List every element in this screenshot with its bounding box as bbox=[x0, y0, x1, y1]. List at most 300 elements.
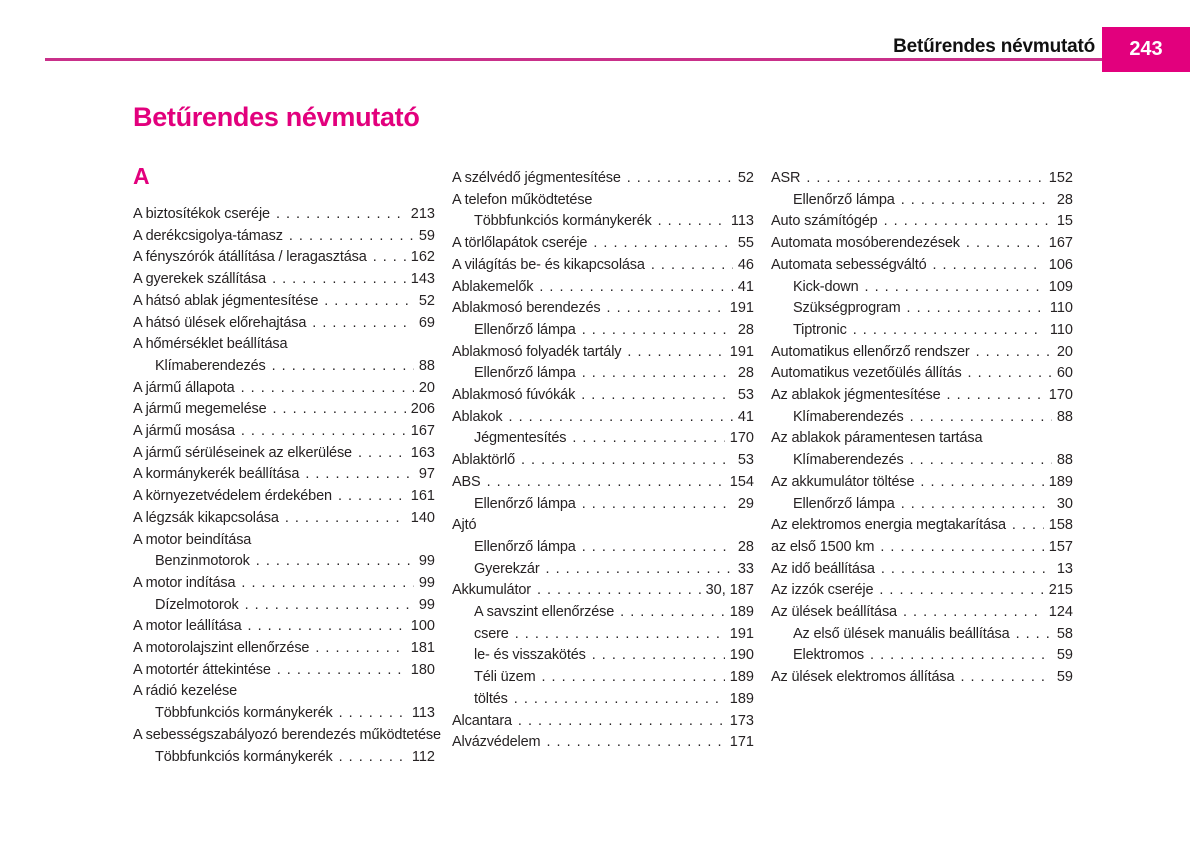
entry-page-number: 158 bbox=[1048, 517, 1073, 534]
index-entry bbox=[133, 378, 435, 400]
entry-label: Többfunkciós kormánykerék bbox=[474, 213, 652, 230]
index-entry bbox=[133, 616, 435, 638]
entry-label: Automata sebességváltó bbox=[771, 256, 927, 273]
entry-page-number: 97 bbox=[418, 466, 435, 483]
dot-leader bbox=[277, 660, 406, 682]
index-entry bbox=[452, 711, 754, 733]
entry-label: A motorolajszint ellenőrzése bbox=[133, 640, 310, 657]
index-entry bbox=[771, 168, 1073, 190]
header-rule bbox=[45, 58, 1102, 61]
entry-page-number: 52 bbox=[737, 170, 754, 186]
entry-page-number: 59 bbox=[1056, 647, 1073, 664]
entry-page-number: 154 bbox=[729, 473, 754, 490]
dot-leader bbox=[285, 508, 406, 530]
entry-label: A savszint ellenőrzése bbox=[474, 604, 615, 621]
index-entry bbox=[452, 515, 754, 537]
entry-page-number: 213 bbox=[410, 206, 435, 222]
index-entry bbox=[771, 255, 1073, 277]
dot-leader bbox=[339, 703, 407, 725]
entry-label: A világítás be- és kikapcsolása bbox=[452, 256, 645, 273]
index-entry bbox=[452, 450, 754, 472]
entry-label: Akkumulátor bbox=[452, 582, 531, 599]
dot-leader bbox=[627, 342, 724, 364]
entry-page-number: 52 bbox=[418, 292, 435, 309]
entry-page-number: 30 bbox=[1056, 495, 1073, 512]
entry-label: A kormánykerék beállítása bbox=[133, 466, 300, 483]
entry-page-number: 41 bbox=[737, 408, 754, 425]
index-entry bbox=[133, 530, 435, 552]
dot-leader bbox=[276, 204, 406, 226]
entry-label: Többfunkciós kormánykerék bbox=[155, 748, 333, 765]
entry-page-number: 190 bbox=[729, 647, 754, 664]
dot-leader bbox=[966, 233, 1044, 255]
dot-leader bbox=[593, 233, 733, 255]
index-entry bbox=[771, 342, 1073, 364]
index-entry bbox=[452, 494, 754, 516]
dot-leader bbox=[620, 602, 725, 624]
entry-label: Automatikus ellenőrző rendszer bbox=[771, 343, 970, 360]
running-header bbox=[0, 0, 1200, 72]
entry-label: ABS bbox=[452, 473, 481, 490]
entry-page-number: 20 bbox=[1056, 343, 1073, 360]
index-entry bbox=[133, 551, 435, 573]
entry-label: Alcantara bbox=[452, 712, 512, 729]
entry-page-number: 60 bbox=[1056, 365, 1073, 382]
index-entry bbox=[771, 277, 1073, 299]
dot-leader bbox=[546, 732, 724, 754]
dot-leader bbox=[358, 443, 406, 465]
entry-page-number: 59 bbox=[1056, 669, 1073, 686]
entry-page-number: 110 bbox=[1049, 321, 1073, 338]
dot-leader bbox=[305, 464, 414, 486]
entry-label: Ellenőrző lámpa bbox=[793, 495, 895, 512]
dot-leader bbox=[853, 320, 1045, 342]
entry-label: Ablaktörlő bbox=[452, 452, 515, 469]
entry-page-number: 167 bbox=[410, 423, 435, 440]
index-entry bbox=[133, 226, 435, 248]
entry-label: ASR bbox=[771, 170, 801, 186]
entry-page-number: 189 bbox=[1048, 473, 1073, 490]
index-entry bbox=[771, 428, 1073, 450]
dot-leader bbox=[241, 378, 414, 400]
entry-label: Kick-down bbox=[793, 278, 859, 295]
index-entry bbox=[133, 638, 435, 660]
entry-page-number: 100 bbox=[410, 618, 435, 635]
dot-leader bbox=[907, 298, 1045, 320]
index-entry bbox=[133, 660, 435, 682]
index-entry bbox=[452, 559, 754, 581]
entry-page-number: 15 bbox=[1056, 213, 1073, 230]
index-entry bbox=[771, 559, 1073, 581]
dot-leader bbox=[289, 226, 414, 248]
dot-leader bbox=[627, 168, 733, 190]
index-entry bbox=[452, 277, 754, 299]
dot-leader bbox=[910, 450, 1052, 472]
entry-page-number: 33 bbox=[737, 560, 754, 577]
entry-page-number: 113 bbox=[730, 213, 754, 230]
entry-page-number: 152 bbox=[1048, 170, 1073, 186]
dot-leader bbox=[312, 313, 414, 335]
entry-label: A hőmérséklet beállítása bbox=[133, 336, 288, 353]
entry-page-number: 28 bbox=[737, 321, 754, 338]
dot-leader bbox=[245, 595, 414, 617]
entry-label: A telefon működtetése bbox=[452, 191, 593, 208]
dot-leader bbox=[1012, 515, 1044, 537]
entry-page-number: 99 bbox=[418, 596, 435, 613]
entry-label: Ellenőrző lámpa bbox=[474, 538, 576, 555]
index-entry bbox=[133, 703, 435, 725]
entry-page-number: 163 bbox=[410, 444, 435, 461]
dot-leader bbox=[241, 421, 406, 443]
index-entry bbox=[452, 428, 754, 450]
dot-leader bbox=[582, 363, 733, 385]
entry-label: töltés bbox=[474, 690, 508, 707]
index-entry bbox=[452, 342, 754, 364]
entry-label: A törlőlapátok cseréje bbox=[452, 235, 588, 252]
entry-label: az első 1500 km bbox=[771, 538, 875, 555]
index-entry bbox=[452, 580, 754, 602]
dot-leader bbox=[933, 255, 1044, 277]
index-entry bbox=[133, 747, 435, 769]
entry-page-number: 20 bbox=[418, 379, 435, 396]
dot-leader bbox=[870, 645, 1052, 667]
dot-leader bbox=[539, 277, 732, 299]
entry-label: csere bbox=[474, 625, 509, 642]
entry-page-number: 28 bbox=[737, 365, 754, 382]
dot-leader bbox=[960, 667, 1051, 689]
entry-label: A légzsák kikapcsolása bbox=[133, 509, 279, 526]
index-entry bbox=[452, 168, 754, 190]
entry-page-number: 69 bbox=[418, 314, 435, 331]
index-entry bbox=[452, 689, 754, 711]
dot-leader bbox=[324, 291, 414, 313]
running-header-title: Betűrendes névmutató bbox=[893, 36, 1095, 57]
index-entry bbox=[133, 725, 441, 747]
entry-label: A hátsó ablak jégmentesítése bbox=[133, 292, 319, 309]
entry-label: Ellenőrző lámpa bbox=[793, 191, 895, 208]
entry-page-number: 88 bbox=[1056, 408, 1073, 425]
dot-leader bbox=[592, 645, 725, 667]
entry-label: Ablakmosó fúvókák bbox=[452, 387, 576, 404]
dot-leader bbox=[272, 269, 406, 291]
entry-label: Ablakmosó berendezés bbox=[452, 300, 601, 317]
index-entry bbox=[771, 667, 1073, 689]
index-entry bbox=[771, 385, 1073, 407]
entry-label: A jármű sérüléseinek az elkerülése bbox=[133, 444, 352, 461]
dot-leader bbox=[881, 559, 1052, 581]
entry-label: A motortér áttekintése bbox=[133, 661, 271, 678]
index-entry bbox=[771, 450, 1073, 472]
entry-page-number: 157 bbox=[1048, 538, 1073, 555]
dot-leader bbox=[582, 494, 733, 516]
entry-label: A fényszórók átállítása / leragasztása bbox=[133, 249, 367, 266]
index-entry bbox=[133, 269, 435, 291]
entry-page-number: 109 bbox=[1048, 278, 1073, 295]
entry-label: A biztosítékok cseréje bbox=[133, 206, 270, 222]
entry-label: Gyerekzár bbox=[474, 560, 540, 577]
entry-label: Ajtó bbox=[452, 517, 477, 534]
entry-label: A jármű állapota bbox=[133, 379, 235, 396]
dot-leader bbox=[273, 399, 406, 421]
entry-label: Az ablakok jégmentesítése bbox=[771, 387, 941, 404]
index-entry bbox=[452, 233, 754, 255]
entry-page-number: 29 bbox=[737, 495, 754, 512]
index-column-1 bbox=[133, 158, 441, 768]
dot-leader bbox=[806, 168, 1043, 190]
index-entry bbox=[133, 356, 435, 378]
index-entry bbox=[133, 291, 435, 313]
entry-label: le- és visszakötés bbox=[474, 647, 586, 664]
dot-leader bbox=[509, 407, 733, 429]
index-page-title: Betűrendes névmutató bbox=[133, 102, 420, 132]
dot-leader bbox=[521, 450, 733, 472]
index-entry bbox=[133, 313, 435, 335]
index-entry bbox=[452, 255, 754, 277]
entry-label: Dízelmotorok bbox=[155, 596, 239, 613]
entry-list-2 bbox=[452, 168, 754, 754]
index-entry bbox=[133, 595, 435, 617]
entry-page-number: 106 bbox=[1048, 256, 1073, 273]
dot-leader bbox=[582, 537, 733, 559]
entry-page-number: 59 bbox=[418, 227, 435, 244]
index-entry bbox=[771, 645, 1073, 667]
index-entry bbox=[452, 211, 754, 233]
entry-label: Ellenőrző lámpa bbox=[474, 365, 576, 382]
index-entry bbox=[771, 407, 1073, 429]
index-entry bbox=[771, 537, 1073, 559]
entry-page-number: 53 bbox=[737, 452, 754, 469]
entry-label: Alvázvédelem bbox=[452, 734, 541, 751]
entry-page-number: 53 bbox=[737, 387, 754, 404]
index-entry bbox=[133, 204, 435, 226]
index-entry bbox=[133, 464, 435, 486]
index-entry bbox=[771, 515, 1073, 537]
index-entry bbox=[133, 486, 435, 508]
dot-leader bbox=[248, 616, 406, 638]
index-entry bbox=[452, 298, 754, 320]
index-columns bbox=[133, 158, 1073, 768]
entry-page-number: 171 bbox=[729, 734, 754, 751]
dot-leader bbox=[514, 689, 725, 711]
entry-label: A jármű mosása bbox=[133, 423, 235, 440]
dot-leader bbox=[968, 363, 1052, 385]
entry-label: Auto számítógép bbox=[771, 213, 878, 230]
dot-leader bbox=[241, 573, 413, 595]
dot-leader bbox=[537, 580, 701, 602]
index-entry bbox=[452, 624, 754, 646]
dot-leader bbox=[315, 638, 405, 660]
entry-page-number: 88 bbox=[418, 357, 435, 374]
entry-label: Automata mosóberendezések bbox=[771, 235, 960, 252]
entry-label: Az izzók cseréje bbox=[771, 582, 874, 599]
dot-leader bbox=[546, 559, 733, 581]
entry-label: Tiptronic bbox=[793, 321, 847, 338]
entry-list-1 bbox=[133, 204, 441, 768]
dot-leader bbox=[373, 247, 406, 269]
entry-label: A gyerekek szállítása bbox=[133, 271, 267, 288]
index-entry bbox=[452, 320, 754, 342]
dot-leader bbox=[901, 190, 1052, 212]
entry-page-number: 41 bbox=[737, 278, 754, 295]
index-entry bbox=[133, 399, 435, 421]
dot-leader bbox=[582, 320, 733, 342]
index-entry bbox=[452, 385, 754, 407]
entry-page-number: 167 bbox=[1048, 235, 1073, 252]
entry-label: A jármű megemelése bbox=[133, 401, 267, 418]
entry-page-number: 189 bbox=[729, 604, 754, 621]
dot-leader bbox=[607, 298, 725, 320]
entry-page-number: 13 bbox=[1056, 560, 1073, 577]
index-entry bbox=[452, 537, 754, 559]
entry-label: Az elektromos energia megtakarítása bbox=[771, 517, 1006, 534]
entry-page-number: 170 bbox=[729, 430, 754, 447]
entry-label: A rádió kezelése bbox=[133, 683, 237, 700]
index-entry bbox=[771, 298, 1073, 320]
index-entry bbox=[771, 602, 1073, 624]
entry-list-3 bbox=[771, 168, 1073, 689]
entry-page-number: 180 bbox=[410, 661, 435, 678]
dot-leader bbox=[542, 667, 725, 689]
entry-page-number: 88 bbox=[1056, 452, 1073, 469]
index-entry bbox=[771, 624, 1073, 646]
dot-leader bbox=[518, 711, 725, 733]
dot-leader bbox=[658, 211, 726, 233]
index-entry bbox=[133, 443, 435, 465]
entry-page-number: 99 bbox=[418, 574, 435, 591]
entry-page-number: 189 bbox=[729, 669, 754, 686]
entry-label: Automatikus vezetőülés állítás bbox=[771, 365, 962, 382]
entry-label: Klímaberendezés bbox=[793, 452, 904, 469]
index-entry bbox=[771, 363, 1073, 385]
entry-label: A sebességszabályozó berendezés működtetése bbox=[133, 726, 441, 743]
index-entry bbox=[133, 247, 435, 269]
entry-page-number: 58 bbox=[1056, 625, 1073, 642]
dot-leader bbox=[487, 472, 725, 494]
entry-page-number: 189 bbox=[729, 690, 754, 707]
entry-page-number: 110 bbox=[1049, 300, 1073, 317]
dot-leader bbox=[884, 211, 1052, 233]
entry-label: Ablakok bbox=[452, 408, 503, 425]
index-entry bbox=[771, 211, 1073, 233]
entry-label: Jégmentesítés bbox=[474, 430, 567, 447]
entry-page-number: 140 bbox=[410, 509, 435, 526]
dot-leader bbox=[865, 277, 1044, 299]
entry-page-number: 161 bbox=[410, 488, 435, 505]
dot-leader bbox=[256, 551, 414, 573]
entry-label: Az idő beállítása bbox=[771, 560, 875, 577]
entry-page-number: 28 bbox=[1056, 191, 1073, 208]
dot-leader bbox=[515, 624, 725, 646]
index-entry bbox=[452, 645, 754, 667]
dot-leader bbox=[920, 472, 1043, 494]
entry-label: A környezetvédelem érdekében bbox=[133, 488, 332, 505]
dot-leader bbox=[976, 342, 1052, 364]
dot-leader bbox=[581, 385, 733, 407]
entry-label: Téli üzem bbox=[474, 669, 536, 686]
entry-label: A motor beindítása bbox=[133, 531, 252, 548]
dot-leader bbox=[572, 428, 724, 450]
entry-page-number: 46 bbox=[737, 256, 754, 273]
index-entry bbox=[771, 233, 1073, 255]
entry-label: Klímaberendezés bbox=[155, 357, 266, 374]
entry-page-number: 215 bbox=[1048, 582, 1073, 599]
entry-label: A szélvédő jégmentesítése bbox=[452, 170, 621, 186]
index-entry bbox=[452, 407, 754, 429]
entry-page-number: 113 bbox=[411, 705, 435, 722]
entry-label: Az ablakok páramentesen tartása bbox=[771, 430, 983, 447]
entry-label: Elektromos bbox=[793, 647, 865, 664]
index-entry bbox=[771, 580, 1073, 602]
entry-label: Az első ülések manuális beállítása bbox=[793, 625, 1010, 642]
dot-leader bbox=[903, 602, 1044, 624]
entry-label: Szükségprogram bbox=[793, 300, 901, 317]
entry-label: Az ülések elektromos állítása bbox=[771, 669, 955, 686]
entry-label: A derékcsigolya-támasz bbox=[133, 227, 283, 244]
dot-leader bbox=[338, 486, 406, 508]
entry-page-number: 191 bbox=[729, 343, 754, 360]
index-entry bbox=[771, 320, 1073, 342]
index-entry bbox=[133, 421, 435, 443]
index-entry bbox=[452, 732, 754, 754]
entry-page-number: 181 bbox=[410, 640, 435, 657]
entry-page-number: 143 bbox=[410, 271, 435, 288]
index-entry bbox=[771, 472, 1073, 494]
index-entry bbox=[771, 190, 1073, 212]
entry-label: Ellenőrző lámpa bbox=[474, 495, 576, 512]
dot-leader bbox=[1016, 624, 1052, 646]
dot-leader bbox=[651, 255, 733, 277]
entry-label: Ablakemelők bbox=[452, 278, 534, 295]
index-entry bbox=[452, 363, 754, 385]
entry-page-number: 28 bbox=[737, 538, 754, 555]
index-column-3 bbox=[771, 158, 1073, 768]
entry-label: Benzinmotorok bbox=[155, 553, 250, 570]
dot-leader bbox=[947, 385, 1044, 407]
entry-label: Klímaberendezés bbox=[793, 408, 904, 425]
index-entry bbox=[452, 190, 754, 212]
index-column-2 bbox=[452, 158, 754, 768]
entry-page-number: 55 bbox=[737, 235, 754, 252]
index-entry bbox=[133, 573, 435, 595]
index-entry bbox=[452, 602, 754, 624]
entry-page-number: 170 bbox=[1048, 387, 1073, 404]
index-entry bbox=[133, 334, 435, 356]
entry-page-number: 191 bbox=[729, 300, 754, 317]
entry-label: A motor leállítása bbox=[133, 618, 242, 635]
section-letter-a: A bbox=[133, 163, 150, 189]
entry-page-number: 173 bbox=[729, 712, 754, 729]
entry-label: Az ülések beállítása bbox=[771, 604, 897, 621]
entry-page-number: 162 bbox=[410, 249, 435, 266]
dot-leader bbox=[272, 356, 414, 378]
index-entry bbox=[452, 472, 754, 494]
index-entry bbox=[452, 667, 754, 689]
index-content bbox=[133, 100, 1073, 768]
entry-label: Az akkumulátor töltése bbox=[771, 473, 915, 490]
entry-page-number: 191 bbox=[729, 625, 754, 642]
entry-label: Ablakmosó folyadék tartály bbox=[452, 343, 622, 360]
dot-leader bbox=[879, 580, 1043, 602]
entry-label: Ellenőrző lámpa bbox=[474, 321, 576, 338]
dot-leader bbox=[910, 407, 1052, 429]
entry-page-number: 206 bbox=[410, 401, 435, 418]
index-entry bbox=[771, 494, 1073, 516]
dot-leader bbox=[880, 537, 1043, 559]
index-entry bbox=[133, 681, 435, 703]
entry-label: A hátsó ülések előrehajtása bbox=[133, 314, 307, 331]
entry-page-number: 30, 187 bbox=[705, 582, 754, 599]
entry-label: Többfunkciós kormánykerék bbox=[155, 705, 333, 722]
